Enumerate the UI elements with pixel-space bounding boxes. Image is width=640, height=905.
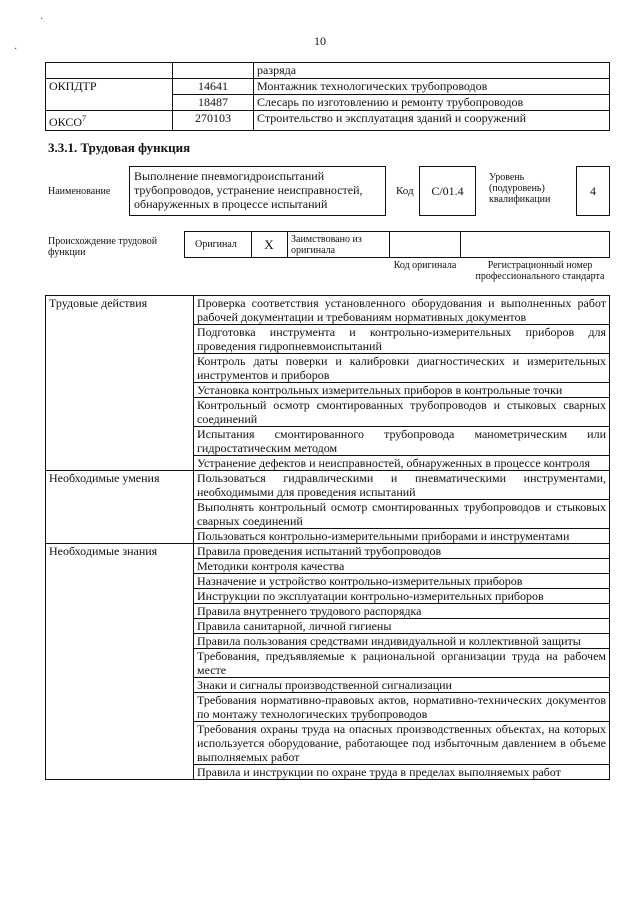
- item-cell: Испытания смонтированного трубопровода манометрическим или гидростатическим методом: [194, 427, 610, 456]
- original-mark: X: [251, 232, 288, 257]
- code-cell: [46, 95, 173, 111]
- section-title: 3.3.1. Трудовая функция: [48, 140, 191, 155]
- item-cell: Правила проведения испытаний трубопроводов: [194, 544, 610, 559]
- origin-label: Происхождение трудовой функции: [48, 236, 158, 258]
- item-cell: Правила санитарной, личной гигиены: [194, 619, 610, 634]
- functions-table: [45, 295, 610, 780]
- item-cell: Назначение и устройство контрольно-измерительных приборов: [194, 574, 610, 589]
- level-label: Уровень (подуровень) квалификации: [489, 172, 551, 205]
- table-row: [46, 471, 610, 500]
- code-cell: ОКПДТР: [46, 79, 173, 95]
- item-cell: Требования охраны труда на опасных производственных объектах, на которых используется оборудование, работающее под избыточным давлением в объеме выполняемых работ: [194, 722, 610, 765]
- item-cell: Правила внутреннего трудового распорядка: [194, 604, 610, 619]
- item-cell: Требования нормативно-правовых актов, нормативно-технических документов по монтажу технологических трубопроводов: [194, 693, 610, 722]
- table-row: [46, 79, 610, 95]
- table-row: [46, 63, 610, 79]
- item-cell: Выполнять контрольный осмотр смонтированных трубопроводов и стыковых сварных соединений: [194, 500, 610, 529]
- item-cell: Знаки и сигналы производственной сигнализации: [194, 678, 610, 693]
- item-cell: Пользоваться гидравлическими и пневматическими инструментами, необходимыми для проведения испытаний: [194, 471, 610, 500]
- table-row: [46, 544, 610, 559]
- name-cell: Слесарь по изготовлению и ремонту трубопроводов: [254, 95, 610, 111]
- okso-code: ОКСО: [49, 115, 83, 129]
- origin-original-cell: [185, 232, 252, 257]
- number-cell: 14641: [173, 79, 254, 95]
- item-cell: Проверка соответствия установленного оборудования и выполненных работ рабочей документации и требованиям нормативных документов: [194, 296, 610, 325]
- number-cell: 270103: [173, 111, 254, 131]
- original-label: Оригинал: [195, 239, 237, 250]
- level-value: 4: [576, 166, 610, 216]
- table-row: [46, 296, 610, 325]
- category-cell: Необходимые знания: [46, 544, 194, 780]
- borrowed-label: Заимствовано из оригинала: [291, 234, 362, 256]
- scan-mark: ·: [14, 44, 18, 55]
- name-cell: разряда: [254, 63, 610, 79]
- item-cell: Правила и инструкции по охране труда в пределах выполняемых работ: [194, 765, 610, 780]
- item-cell: Установка контрольных измерительных приборов в контрольные точки: [194, 383, 610, 398]
- footnote-ref: 7: [82, 114, 87, 123]
- functions-table-body: [46, 296, 610, 780]
- codes-table: [45, 62, 610, 131]
- table-row: [46, 95, 610, 111]
- reg-caption: Регистрационный номер профессионального стандарта: [475, 260, 605, 282]
- number-cell: 18487: [173, 95, 254, 111]
- name-label: Наименование: [48, 186, 111, 197]
- code-caption: Код оригинала: [393, 260, 457, 271]
- page-number: 10: [314, 34, 326, 48]
- item-cell: Пользоваться контрольно-измерительными приборами и инструментами: [194, 529, 610, 544]
- number-cell: [173, 63, 254, 79]
- original-code-cell: [389, 232, 461, 257]
- category-cell: Трудовые действия: [46, 296, 194, 471]
- function-code: C/01.4: [419, 166, 476, 216]
- category-cell: Необходимые умения: [46, 471, 194, 544]
- item-cell: Методики контроля качества: [194, 559, 610, 574]
- item-cell: Требования, предъявляемые к рациональной организации труда на рабочем месте: [194, 649, 610, 678]
- item-cell: Контрольный осмотр смонтированных трубопроводов и стыковых сварных соединений: [194, 398, 610, 427]
- item-cell: Правила пользования средствами индивидуальной и коллективной защиты: [194, 634, 610, 649]
- item-cell: Подготовка инструмента и контрольно-измерительных приборов для проведения гидропневмоиспытаний: [194, 325, 610, 354]
- table-row: [46, 111, 610, 131]
- code-label: Код: [396, 185, 414, 197]
- name-cell: Строительство и эксплуатация зданий и сооружений: [254, 111, 610, 131]
- item-cell: Устранение дефектов и неисправностей, обнаруженных в процессе контроля: [194, 456, 610, 471]
- origin-box: [184, 231, 610, 258]
- code-cell: [46, 63, 173, 79]
- item-cell: Инструкции по эксплуатации контрольно-измерительных приборов: [194, 589, 610, 604]
- function-name: Выполнение пневмогидроиспытаний трубопроводов, устранение неисправностей, обнаруженных в процессе испытаний: [129, 166, 386, 216]
- item-cell: Контроль даты поверки и калибровки диагностических и измерительных инструментов и приборов: [194, 354, 610, 383]
- scan-mark: ·: [40, 14, 44, 25]
- name-cell: Монтажник технологических трубопроводов: [254, 79, 610, 95]
- code-cell: [46, 111, 173, 131]
